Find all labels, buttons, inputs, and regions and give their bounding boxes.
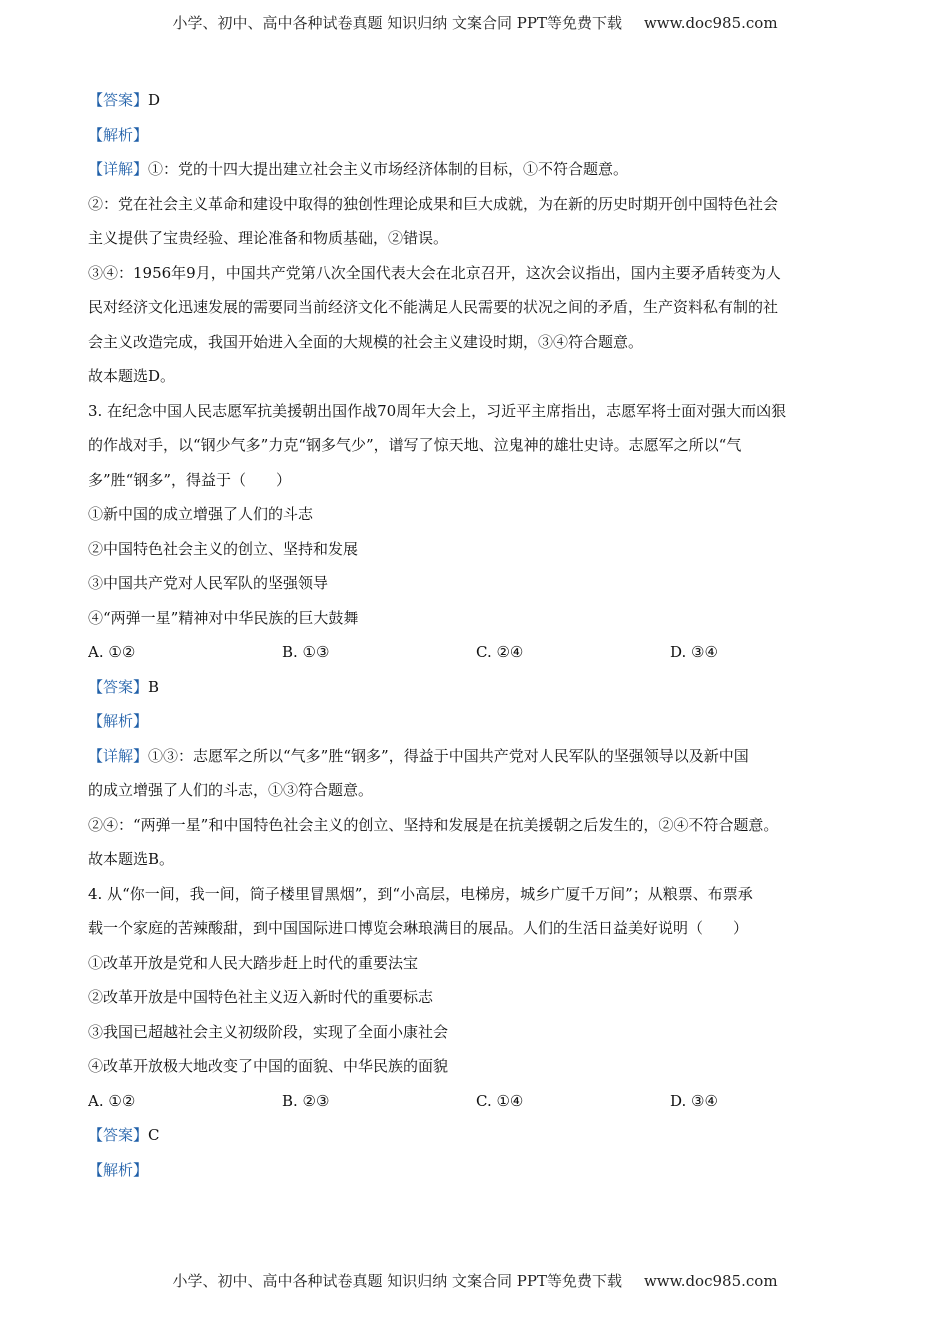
q4-answer-value: C — [148, 1126, 160, 1144]
q3-option-d: D. ③④ — [670, 643, 718, 661]
q2-detail-line: 主义提供了宝贵经验、理论准备和物质基础，②错误。 — [88, 229, 449, 247]
footer-text: 小学、初中、高中各种试卷真题 知识归纳 文案合同 PPT等免费下载 — [172, 1272, 622, 1290]
q2-detail-text: ①：党的十四大提出建立社会主义市场经济体制的目标，①不符合题意。 — [148, 160, 629, 178]
q4-option-c: C. ①④ — [476, 1091, 524, 1110]
answer-tag: 【答案】 — [88, 677, 149, 696]
q3-stem-line: 3. 在纪念中国人民志愿军抗美援朝出国作战70周年大会上，习近平主席指出，志愿军将士面对强大而凶狠 — [88, 401, 787, 420]
answer-tag: 【答案】 — [88, 91, 149, 109]
q4-option-b: B. ②③ — [282, 1091, 330, 1110]
page-footer — [0, 1270, 950, 1291]
answer-tag: 【答案】 — [88, 1126, 149, 1144]
q2-detail-line: ②：党在社会主义革命和建设中取得的独创性理论成果和巨大成就，为在新的历史时期开创中国特色社会 — [88, 194, 779, 213]
document-body — [88, 88, 878, 1192]
q4-options — [88, 1089, 878, 1124]
q2-detail-line: 民对经济文化迅速发展的需要同当前经济文化不能满足人民需要的状况之间的矛盾，生产资料私有制的社 — [88, 298, 779, 316]
q4-option-d: D. ③④ — [670, 1091, 718, 1110]
q3-analysis — [88, 709, 878, 744]
q3-item: ①新中国的成立增强了人们的斗志 — [88, 505, 314, 523]
q3-option-c: C. ②④ — [476, 643, 524, 661]
q3-conclusion: 故本题选B。 — [88, 850, 175, 868]
q4-item: ④改革开放极大地改变了中国的面貌、中华民族的面貌 — [88, 1057, 449, 1075]
q4-option-a: A. ①② — [88, 1091, 136, 1110]
analysis-tag: 【解析】 — [88, 1160, 149, 1179]
q4-stem-line: 载一个家庭的苦辣酸甜，到中国国际进口博览会琳琅满目的展品。人们的生活日益美好说明（ ） — [88, 919, 749, 937]
q2-answer-value: D — [148, 91, 161, 109]
footer-url[interactable]: www.doc985.com — [643, 1272, 778, 1290]
q3-answer-value: B — [148, 677, 160, 696]
q4-stem-line: 4. 从“你一间，我一间，筒子楼里冒黑烟”，到“小高层，电梯房，城乡广厦千万间”；从粮票、布票承 — [88, 884, 753, 903]
q3-answer — [88, 675, 878, 710]
q3-item: ④“两弹一星”精神对中华民族的巨大鼓舞 — [88, 608, 359, 627]
q4-item: ③我国已超越社会主义初级阶段，实现了全面小康社会 — [88, 1022, 449, 1041]
q3-detail-line: ②④：“两弹一星”和中国特色社会主义的创立、坚持和发展是在抗美援朝之后发生的，②④不符合题意。 — [88, 815, 779, 834]
header-url[interactable]: www.doc985.com — [643, 14, 778, 32]
q2-detail-line: 会主义改造完成，我国开始进入全面的大规模的社会主义建设时期，③④符合题意。 — [88, 332, 644, 351]
q3-stem-line: 多”胜“钢多”，得益于（ ） — [88, 470, 292, 489]
q2-detail-line: ③④：1956年9月，中国共产党第八次全国代表大会在北京召开，这次会议指出，国内主要矛盾转变为人 — [88, 263, 781, 282]
q3-detail-text: ①③：志愿军之所以“气多”胜“钢多”，得益于中国共产党对人民军队的坚强领导以及新中国 — [148, 746, 749, 765]
q3-option-b: B. ①③ — [282, 643, 330, 661]
page-header — [0, 12, 950, 33]
analysis-tag: 【解析】 — [88, 125, 149, 144]
q3-detail — [88, 744, 878, 779]
analysis-tag: 【解析】 — [88, 712, 149, 730]
q2-conclusion: 故本题选D。 — [88, 367, 176, 385]
q3-stem-line: 的作战对手，以“钢少气多”力克“钢多气少”，谱写了惊天地、泣鬼神的雄壮史诗。志愿军之所以“气 — [88, 436, 742, 454]
q4-analysis — [88, 1158, 878, 1193]
q4-answer — [88, 1123, 878, 1158]
detail-tag: 【详解】 — [88, 746, 149, 765]
q4-item: ①改革开放是党和人民大踏步赶上时代的重要法宝 — [88, 953, 419, 972]
q3-option-a: A. ①② — [88, 643, 136, 661]
q3-item: ③中国共产党对人民军队的坚强领导 — [88, 574, 329, 592]
q4-item: ②改革开放是中国特色社主义迈入新时代的重要标志 — [88, 988, 434, 1006]
header-text: 小学、初中、高中各种试卷真题 知识归纳 文案合同 PPT等免费下载 — [172, 14, 622, 32]
q3-item: ②中国特色社会主义的创立、坚持和发展 — [88, 539, 359, 558]
q3-options — [88, 640, 878, 675]
q2-analysis — [88, 123, 878, 158]
q2-detail — [88, 157, 878, 192]
detail-tag: 【详解】 — [88, 160, 149, 178]
q2-answer — [88, 88, 878, 123]
q3-detail-line: 的成立增强了人们的斗志，①③符合题意。 — [88, 781, 374, 799]
